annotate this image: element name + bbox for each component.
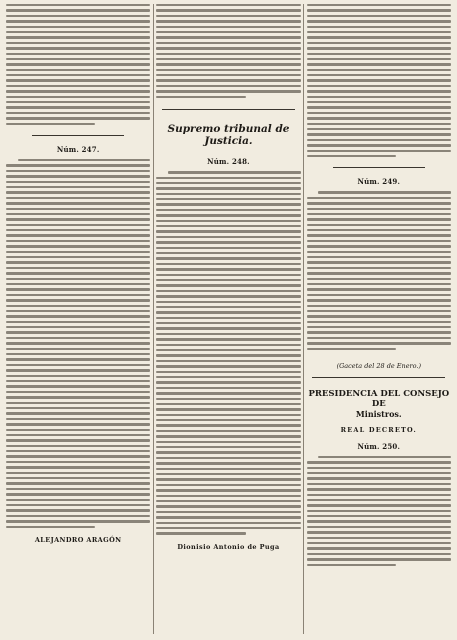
text-block	[307, 4, 451, 157]
council-title: PRESIDENCIA DEL CONSEJO DE	[308, 389, 450, 409]
document-number-250: Núm. 250.	[357, 441, 401, 451]
council-subtitle: Ministros.	[355, 408, 402, 419]
decree-label: REAL DECRETO.	[340, 425, 417, 434]
section-title: Supremo tribunal de Justicia.	[167, 123, 290, 147]
section-rule	[312, 377, 445, 378]
document-number-247: Núm. 247.	[56, 144, 100, 154]
text-block	[307, 191, 451, 350]
section-rule	[32, 135, 124, 136]
column-left	[6, 4, 150, 634]
column-right	[307, 4, 451, 634]
document-number-248: Núm. 248.	[207, 157, 250, 167]
gaceta-note: (Gaceta del 28 de Enero.)	[336, 362, 422, 371]
text-block	[307, 456, 451, 566]
signature: ALEJANDRO ARAGÓN	[34, 535, 122, 544]
section-rule	[333, 167, 425, 168]
text-block	[6, 159, 150, 528]
signature: Dionisio Antonio de Puga	[177, 542, 280, 551]
text-block	[156, 171, 300, 535]
document-number-249: Núm. 249.	[357, 177, 401, 187]
column-middle	[156, 4, 300, 634]
text-block	[156, 4, 300, 98]
section-rule	[162, 109, 295, 110]
council-heading	[307, 390, 451, 419]
text-block	[6, 4, 150, 125]
